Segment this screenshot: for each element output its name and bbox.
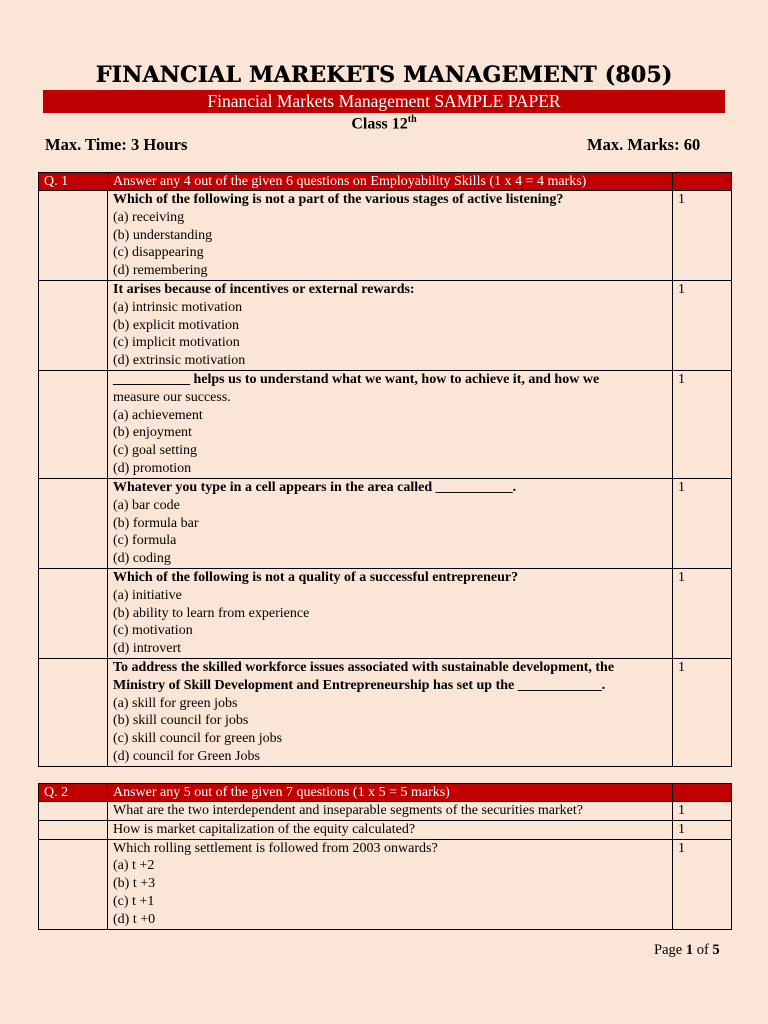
question-cell [108, 568, 673, 658]
table-row [39, 191, 732, 281]
page-prefix: Page [654, 942, 686, 958]
marks-cell: 1 [673, 280, 732, 370]
question-text: Which of the following is not a part of the various stages of active listening? [113, 192, 564, 207]
question-text: What are the two interdependent and inseparable segments of the securities market? [108, 802, 673, 821]
option: (a) intrinsic motivation [113, 299, 243, 315]
question-text: It arises because of incentives or external rewards: [113, 281, 415, 297]
option: (c) motivation [113, 623, 193, 639]
marks-cell: 1 [673, 820, 732, 839]
question-instruction: Answer any 5 out of the given 7 questions (1 x 5 = 5 marks) [108, 784, 673, 802]
marks-cell: 1 [673, 658, 732, 766]
question-text: How is market capitalization of the equity calculated? [108, 820, 673, 839]
max-marks: Max. Marks: 60 [587, 135, 701, 154]
table-row [39, 839, 732, 929]
option: (b) formula bar [113, 515, 199, 531]
marks-header-cell [673, 784, 732, 802]
option: (b) skill council for jobs [113, 713, 249, 729]
question-cell [108, 839, 673, 929]
paper-title: FINANCIAL MAREKETS MANAGEMENT (805) [95, 62, 673, 88]
option: (a) receiving [113, 209, 185, 225]
total-pages: 5 [712, 942, 720, 958]
class-label [0, 114, 768, 133]
question-cell [108, 658, 673, 766]
class-superscript: th [407, 114, 417, 125]
option: (d) coding [113, 551, 171, 567]
option: (c) formula [113, 533, 177, 549]
option: (b) t +3 [113, 876, 156, 892]
option: (d) extrinsic motivation [113, 353, 246, 369]
marks-cell: 1 [673, 568, 732, 658]
option: (b) enjoyment [113, 425, 192, 441]
question-cell [108, 370, 673, 478]
question-text: ___________ helps us to understand what we want, how to achieve it, and how we [113, 371, 600, 387]
option: (c) implicit motivation [113, 335, 240, 351]
question-1-header-row [39, 173, 732, 191]
option: (d) t +0 [113, 911, 156, 927]
option: (b) understanding [113, 227, 213, 243]
marks-cell: 1 [673, 839, 732, 929]
page-of: of [693, 942, 713, 958]
option: (d) council for Green Jobs [113, 748, 260, 764]
option: (d) remembering [113, 263, 208, 279]
table-row [39, 658, 732, 766]
class-text: Class 12 [351, 115, 408, 133]
question-text: To address the skilled workforce issues associated with sustainable development, the Ministry of Skill Development and Entrepreneurship has set up the ____________. [113, 659, 615, 693]
option: (a) achievement [113, 407, 203, 423]
question-text: Which of the following is not a quality of a successful entrepreneur? [113, 569, 519, 585]
question-text: Which rolling settlement is followed from 2003 onwards? [113, 840, 438, 856]
marks-cell: 1 [673, 191, 732, 281]
option: (b) ability to learn from experience [113, 605, 310, 621]
question-1-table [38, 172, 732, 767]
option: (a) initiative [113, 587, 182, 603]
table-row [39, 802, 732, 821]
option: (b) explicit motivation [113, 317, 239, 333]
max-time: Max. Time: 3 Hours [45, 135, 188, 154]
sample-paper-banner: Financial Markets Management SAMPLE PAPER [43, 90, 725, 113]
marks-header-cell [673, 173, 732, 191]
option: (c) skill council for green jobs [113, 731, 283, 747]
page-number [654, 942, 720, 959]
question-cell [108, 280, 673, 370]
question-cell [108, 191, 673, 281]
option: (c) disappearing [113, 245, 204, 261]
table-row [39, 820, 732, 839]
table-row [39, 370, 732, 478]
question-number: Q. 1 [39, 173, 108, 191]
question-text: Whatever you type in a cell appears in the area called ___________. [113, 479, 517, 495]
option: (c) goal setting [113, 443, 197, 459]
option: (a) bar code [113, 497, 180, 513]
question-2-table [38, 783, 732, 930]
question-number: Q. 2 [39, 784, 108, 802]
question-cell [108, 478, 673, 568]
marks-cell: 1 [673, 478, 732, 568]
option: (a) t +2 [113, 858, 155, 874]
question-text-continued: measure our success. [113, 389, 231, 405]
table-row [39, 568, 732, 658]
table-row [39, 280, 732, 370]
option: (d) introvert [113, 641, 182, 657]
table-row [39, 478, 732, 568]
option: (a) skill for green jobs [113, 695, 238, 711]
option: (d) promotion [113, 460, 192, 476]
marks-cell: 1 [673, 802, 732, 821]
question-instruction: Answer any 4 out of the given 6 questions on Employability Skills (1 x 4 = 4 marks) [108, 173, 673, 191]
question-2-header-row [39, 784, 732, 802]
current-page: 1 [685, 942, 694, 958]
option: (c) t +1 [113, 893, 155, 909]
marks-cell: 1 [673, 370, 732, 478]
